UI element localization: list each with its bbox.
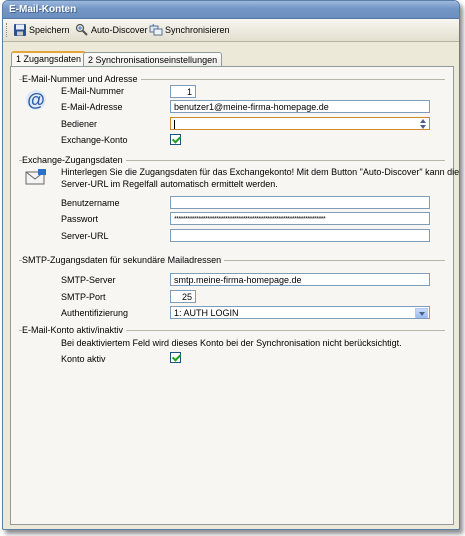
save-button-label: Speichern	[29, 25, 70, 35]
user-label: Bediener	[61, 119, 98, 129]
synchronize-button[interactable]	[149, 22, 230, 38]
toolbar-grip	[6, 23, 9, 37]
exchange-account-label: Exchange-Konto	[61, 135, 128, 145]
section-title-exchange: Exchange-Zugangsdaten	[22, 155, 126, 165]
synchronize-label: Synchronisieren	[165, 25, 230, 35]
section-title-smtp: SMTP-Zugangsdaten für sekundäre Mailadressen	[22, 255, 224, 265]
authentication-select[interactable]	[170, 306, 430, 319]
authentication-label: Authentifizierung	[61, 308, 129, 318]
envelope-icon	[24, 168, 48, 188]
exchange-hint-line2: Server-URL im Regelfall automatisch ermittelt werden.	[61, 179, 278, 189]
server-url-field[interactable]	[170, 229, 430, 242]
section-title-active: E-Mail-Konto aktiv/inaktiv	[22, 325, 126, 335]
svg-text:@: @	[27, 90, 45, 110]
email-number-label: E-Mail-Nummer	[61, 86, 124, 96]
exchange-hint-line1: Hinterlegen Sie die Zugangsdaten für das Exchangekonto! Mit dem Button "Auto-Discover" kann die	[61, 167, 460, 177]
chevron-down-icon[interactable]	[415, 308, 428, 319]
email-accounts-window	[2, 0, 460, 530]
email-address-label: E-Mail-Adresse	[61, 102, 123, 112]
sync-icon	[149, 23, 163, 37]
spin-arrows-icon[interactable]	[419, 119, 428, 130]
at-sign-icon	[25, 89, 47, 111]
user-select[interactable]	[170, 117, 430, 130]
exchange-account-checkbox[interactable]	[170, 134, 181, 145]
section-title-email: E-Mail-Nummer und Adresse	[22, 74, 141, 84]
text-cursor	[174, 120, 175, 129]
password-label: Passwort	[61, 214, 99, 224]
autodiscover-icon	[75, 23, 89, 37]
active-hint: Bei deaktiviertem Feld wird dieses Konto bei der Synchronisation nicht berücksichtigt.	[61, 338, 402, 348]
smtp-server-label: SMTP-Server	[61, 275, 116, 285]
title-bar	[3, 1, 459, 19]
account-active-label: Konto aktiv	[61, 354, 106, 364]
authentication-value: 1: AUTH LOGIN	[174, 308, 239, 318]
tab-synchronisationseinstellungen[interactable]: 2 Synchronisationseinstellungen	[83, 52, 222, 67]
username-label: Benutzername	[61, 198, 120, 208]
smtp-server-field[interactable]: smtp.meine-firma-homepage.de	[170, 273, 430, 286]
email-address-field[interactable]: benutzer1@meine-firma-homepage.de	[170, 100, 430, 113]
tab-zugangsdaten[interactable]: 1 Zugangsdaten	[11, 51, 86, 68]
password-field[interactable]: ********************************************************************	[170, 212, 430, 225]
smtp-port-field[interactable]: 25	[170, 290, 196, 303]
server-url-label: Server-URL	[61, 231, 109, 241]
floppy-disk-icon	[13, 23, 27, 37]
username-field[interactable]	[170, 196, 430, 209]
email-number-field[interactable]: 1	[170, 85, 196, 98]
auto-discover-button[interactable]	[75, 22, 148, 38]
window-title: E-Mail-Konten	[9, 4, 77, 15]
account-active-checkbox[interactable]	[170, 352, 181, 363]
tab-panel	[10, 66, 460, 525]
smtp-port-label: SMTP-Port	[61, 292, 106, 302]
save-button[interactable]	[13, 22, 70, 38]
toolbar	[3, 19, 459, 42]
auto-discover-label: Auto-Discover	[91, 25, 148, 35]
